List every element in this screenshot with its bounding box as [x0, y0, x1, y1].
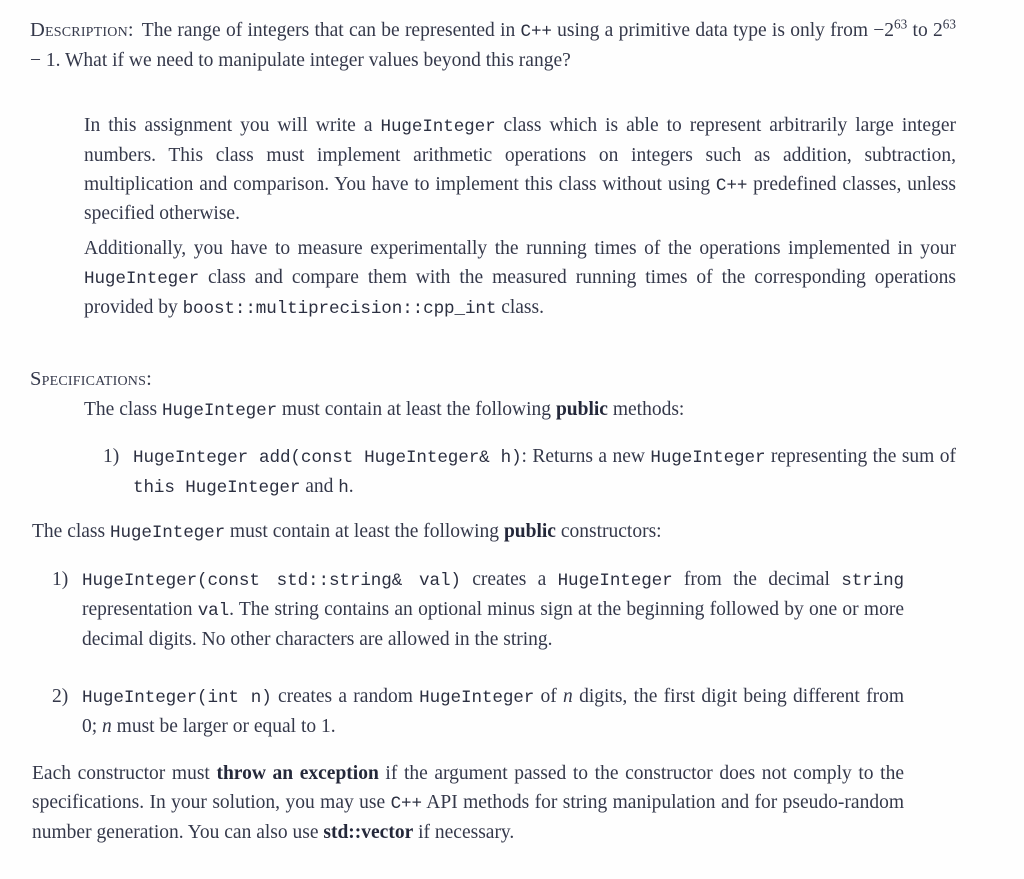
description-p1-text-4: − 1. What if we need to manipulate integer values beyond this range? — [30, 49, 571, 71]
method-text-3: and — [300, 475, 339, 497]
closing-text-1: Each constructor must — [32, 763, 217, 784]
exponent-63-a: 63 — [894, 16, 908, 32]
constructors-intro-text-1: The class — [32, 521, 110, 542]
description-p2-text-3: predefined classes, unless specified otherwise. — [84, 173, 956, 225]
description-p3-text-3: class. — [496, 296, 544, 318]
inline-code-cpp-2: C++ — [715, 175, 748, 196]
method-list-marker: 1) — [103, 446, 120, 467]
constructor-list-item-1 — [52, 566, 904, 654]
constructor-1-text-2: from the decimal — [672, 569, 842, 590]
method-list-body — [133, 443, 956, 503]
inline-code-hugeinteger-4: HugeInteger — [650, 448, 766, 468]
inline-code-val: val — [197, 600, 230, 621]
description-p1-text-2: using a primitive data type is only from −2 — [551, 20, 895, 41]
description-p2-text-1: In this assignment you will write a — [84, 115, 381, 136]
inline-code-hugeinteger-6: HugeInteger — [557, 571, 673, 591]
inline-code-cpp-3: C++ — [390, 793, 422, 814]
method-text-4: . — [348, 475, 354, 497]
description-p3-text-2: class and compare them with the measured running times of the corresponding operations provided by — [84, 266, 956, 318]
constructor-2-text-3: digits, the first digit being different from 0; — [82, 686, 904, 737]
constructor-2-text-1: creates a random — [271, 686, 420, 707]
constructor-1-text-1: creates a — [460, 569, 558, 590]
description-p3-text-1: Additionally, you have to measure experimentally the running times of the operations implemented in your — [84, 238, 956, 259]
method-text-1: : Returns a new — [521, 446, 651, 467]
variable-n-1: n — [563, 686, 573, 707]
inline-code-add-signature: HugeInteger add(const HugeInteger& h) — [133, 448, 522, 468]
inline-code-cpp: C++ — [520, 22, 552, 42]
constructor-1-text-4: . The string contains an optional minus sign at the beginning followed by one or more decimal digits. No other characters are allowed in the string. — [82, 598, 904, 650]
methods-intro-text-1: The class — [84, 399, 162, 420]
exponent-63-b: 63 — [942, 16, 956, 32]
description-paragraph-2 — [84, 112, 956, 229]
inline-code-h: h — [338, 477, 349, 498]
inline-code-ctor-int-signature: HugeInteger(int n) — [82, 688, 272, 708]
variable-n-2: n — [102, 715, 112, 737]
inline-code-ctor-string-signature: HugeInteger(const std::string& val) — [82, 571, 461, 591]
closing-text-4: if necessary. — [413, 821, 515, 843]
constructors-intro-text-3: constructors: — [555, 521, 662, 542]
description-p1-text-3: to 2 — [907, 20, 943, 41]
inline-code-boost-cpp-int: boost::multiprecision::cpp_int — [182, 298, 497, 319]
constructors-intro-paragraph — [32, 518, 956, 548]
method-text-2: representing the sum of — [765, 446, 956, 467]
inline-code-hugeinteger-3: HugeInteger — [161, 401, 278, 421]
methods-intro-paragraph — [84, 396, 956, 426]
constructor-2-marker: 2) — [52, 686, 69, 707]
constructors-intro-text-2: must contain at least the following — [225, 521, 504, 542]
inline-code-hugeinteger-5: HugeInteger — [109, 523, 226, 543]
description-paragraph-1 — [30, 16, 956, 76]
closing-text-2: if the argument passed to the constructor does not comply to the specifications. In your solution, you may use — [32, 763, 904, 813]
inline-code-hugeinteger-2: HugeInteger — [84, 268, 200, 289]
constructor-1-marker: 1) — [52, 569, 69, 590]
inline-code-string: string — [841, 571, 904, 591]
inline-code-hugeinteger-1: HugeInteger — [380, 117, 496, 137]
constructor-1-body — [82, 566, 904, 654]
emphasis-throw-an-exception: throw an exception — [216, 763, 379, 784]
description-p1-text-1: The range of integers that can be represented in — [141, 20, 521, 41]
constructor-2-text-2: of — [534, 686, 564, 707]
description-p2-text-2: class which is able to represent arbitrarily large integer numbers. This class must implement arithmetic operations on integers such as addition, subtraction, multiplication and comparison. You have to implement this class without using — [84, 115, 956, 195]
methods-intro-text-3: methods: — [607, 399, 685, 420]
inline-code-hugeinteger-7: HugeInteger — [419, 688, 535, 708]
methods-intro-text-2: must contain at least the following — [277, 399, 556, 420]
closing-paragraph — [32, 760, 904, 847]
keyword-public-2: public — [503, 521, 556, 542]
specifications-heading-label: Specifications: — [30, 368, 152, 390]
emphasis-std-vector: std::vector — [323, 821, 414, 843]
constructor-2-body — [82, 683, 904, 742]
description-paragraph-3 — [84, 235, 956, 323]
method-list-item — [103, 443, 956, 503]
keyword-public-1: public — [555, 399, 608, 420]
constructor-1-text-3: representation — [82, 598, 198, 620]
description-heading: Description: — [30, 19, 134, 41]
specifications-heading — [30, 365, 430, 395]
constructor-2-text-4: must be larger or equal to 1. — [111, 715, 336, 737]
inline-code-this-hugeinteger: this HugeInteger — [133, 477, 301, 498]
closing-text-3: API methods for string manipulation and for pseudo-random number generation. You can also use — [32, 791, 904, 843]
constructor-list-item-2 — [52, 683, 904, 742]
